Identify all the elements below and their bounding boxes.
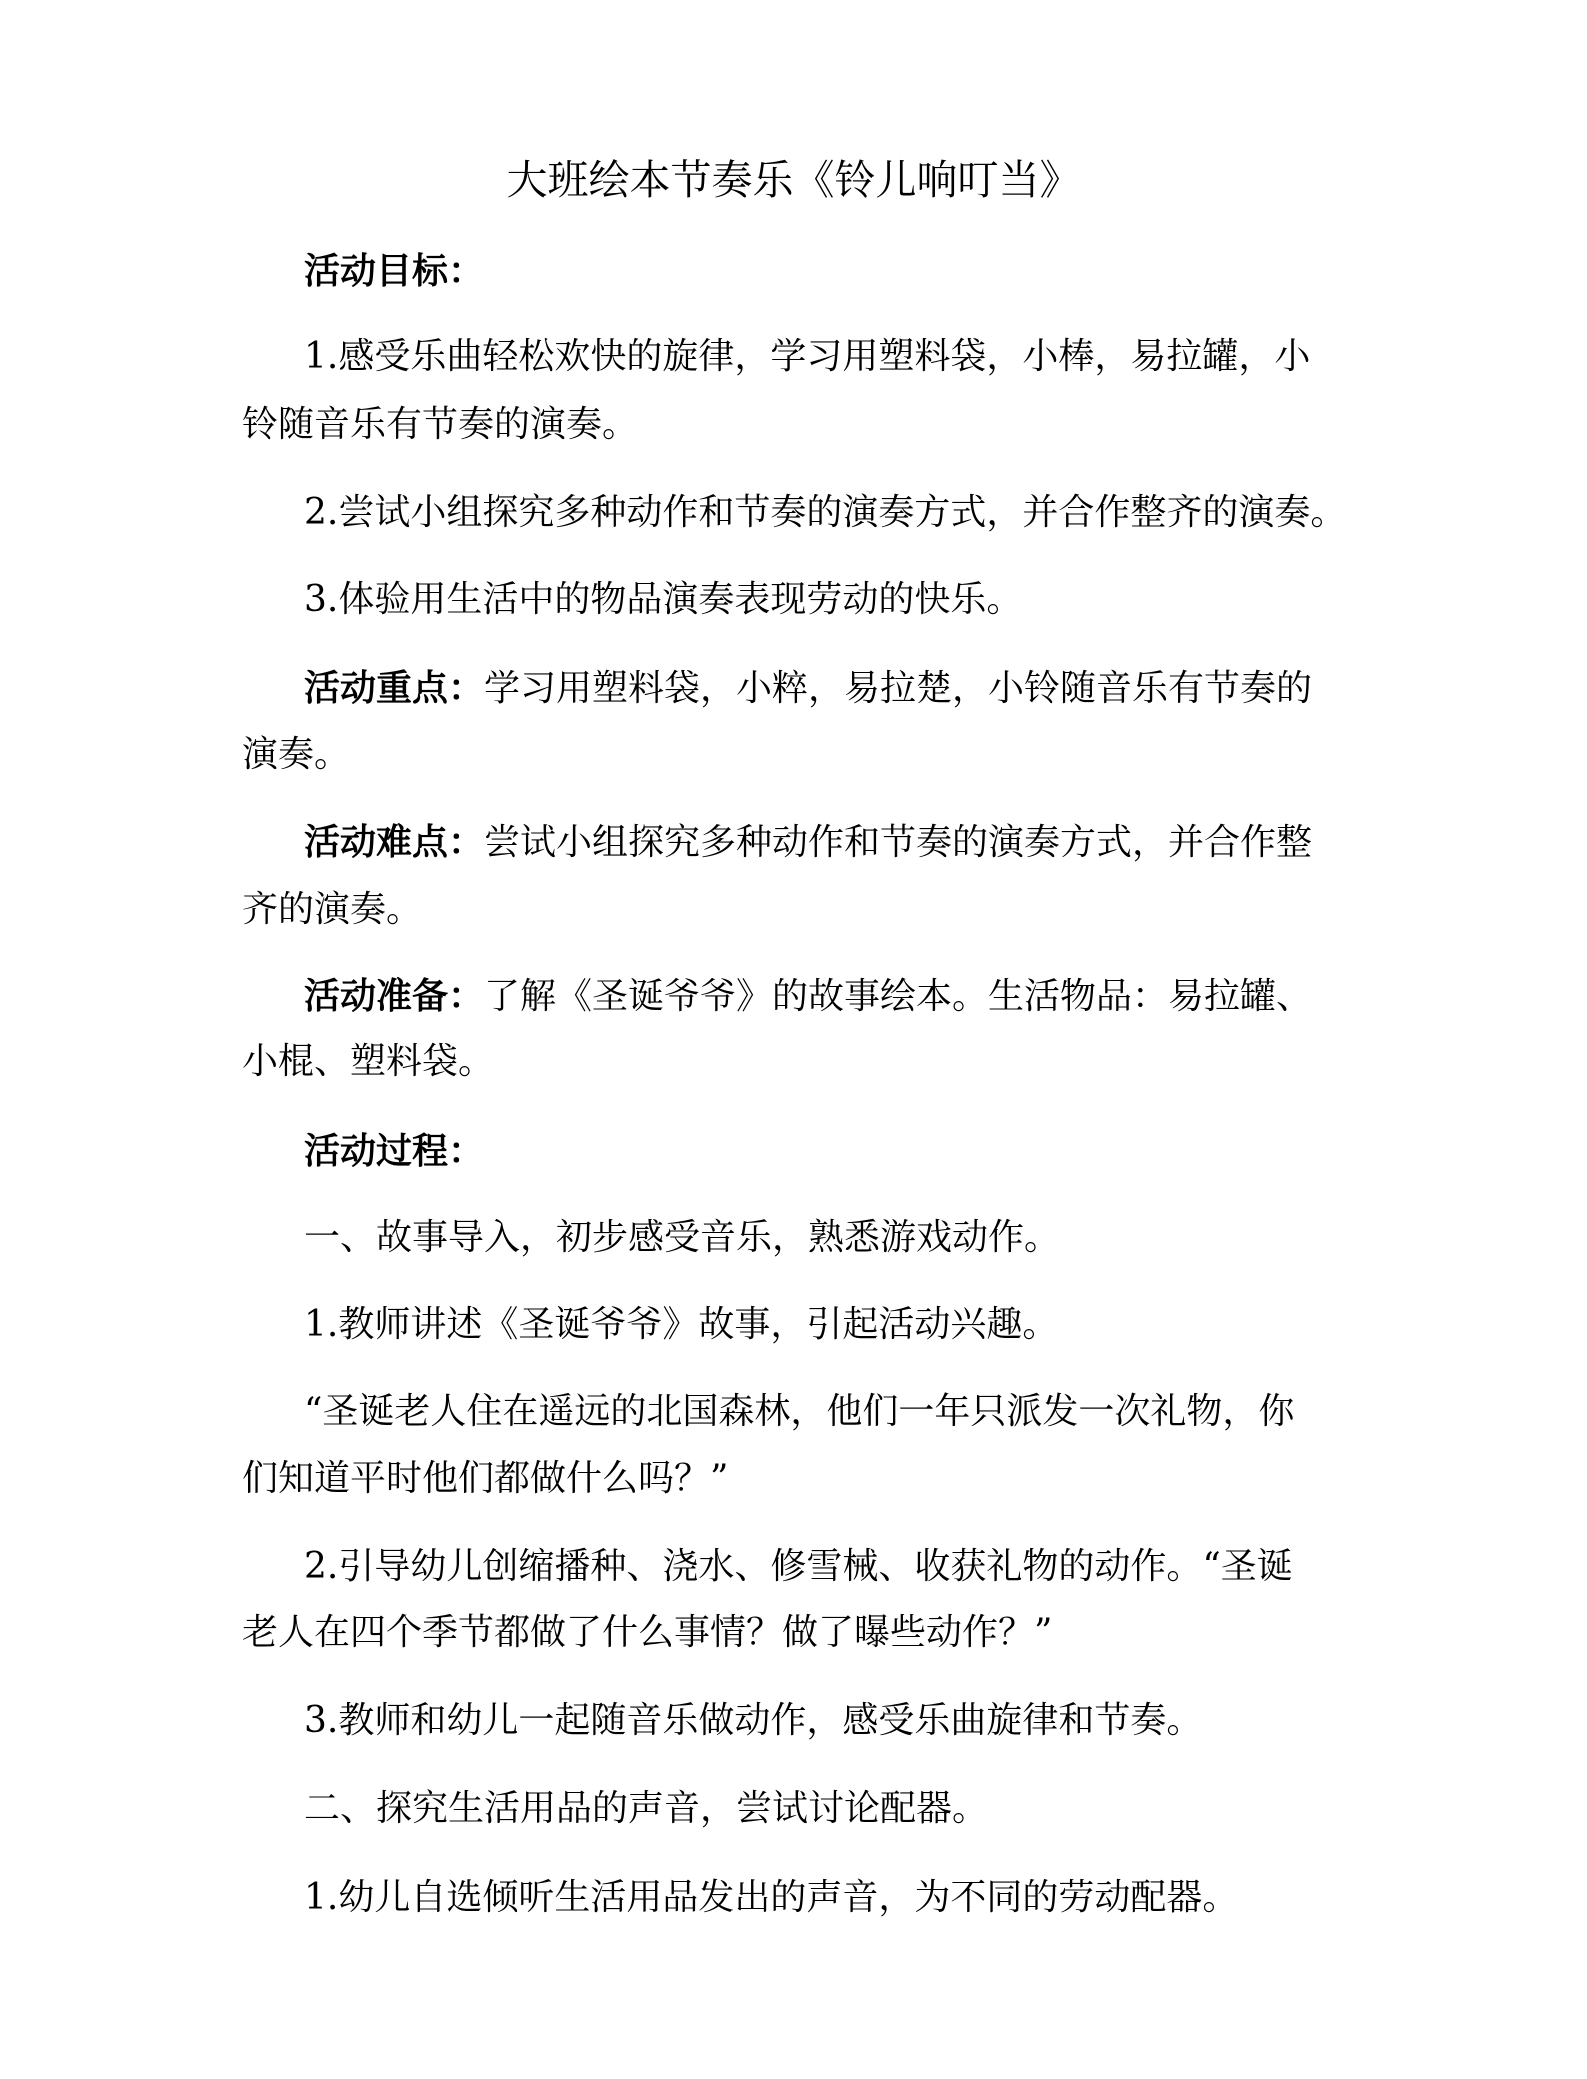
key-point-text: 学习用塑料袋，小粹，易拉楚，小铃随音乐有节奏的	[484, 668, 1313, 709]
quote: “圣诞老人住在遥远的北国森林，他们一年只派发一次礼物，你	[304, 1391, 1295, 1432]
document-title: 大班绘本节奏乐《铃儿响叮当》	[506, 156, 1081, 204]
difficulty-label: 活动难点：	[304, 821, 485, 863]
difficulty-text: 尝试小组探究多种动作和节奏的演奏方式，并合作整	[484, 822, 1313, 863]
s2-item-1: 1.幼儿自选倾听生活用品发出的声音，为不同的劳动配器。	[304, 1877, 1239, 1918]
preparation-text: 了解《圣诞爷爷》的故事绘本。生活物品：易拉罐、	[484, 976, 1313, 1017]
preparation-cont: 小棍、塑料袋。	[242, 1041, 495, 1082]
goal-1: 1.感受乐曲轻松欢快的旋律，学习用塑料袋，小棒，易拉罐，小	[304, 336, 1311, 377]
section-1: 一、故事导入，初步感受音乐，熟悉游戏动作。	[304, 1217, 1061, 1258]
goal-3: 3.体验用生活中的物品演奏表现劳动的快乐。	[304, 579, 1023, 620]
quote-cont: 们知道平时他们都做什么吗？”	[242, 1458, 729, 1499]
preparation-label: 活动准备：	[304, 975, 485, 1017]
difficulty	[304, 820, 1312, 865]
key-point-label: 活动重点：	[304, 667, 485, 709]
s1-item-2: 2.引导幼儿创缩播种、浇水、修雪械、收获礼物的动作。“圣诞	[304, 1546, 1293, 1587]
goal-1-cont: 铃随音乐有节奏的演奏。	[242, 404, 639, 445]
goal-2: 2.尝试小组探究多种动作和节奏的演奏方式，并合作整齐的演奏。	[304, 492, 1347, 533]
preparation	[304, 974, 1312, 1019]
goals-heading: 活动目标：	[304, 250, 485, 292]
s1-item-1: 1.教师讲述《圣诞爷爷》故事，引起活动兴趣。	[304, 1304, 1059, 1345]
s1-item-2-cont: 老人在四个季节都做了什么事情？做了曝些动作？”	[242, 1612, 1053, 1653]
key-point	[304, 666, 1312, 711]
s1-item-3: 3.教师和幼儿一起随音乐做动作，感受乐曲旋律和节奏。	[304, 1700, 1203, 1741]
process-heading: 活动过程：	[304, 1130, 485, 1172]
section-2: 二、探究生活用品的声音，尝试讨论配器。	[304, 1788, 989, 1829]
difficulty-cont: 齐的演奏。	[242, 889, 423, 930]
key-point-cont: 演奏。	[242, 734, 351, 775]
